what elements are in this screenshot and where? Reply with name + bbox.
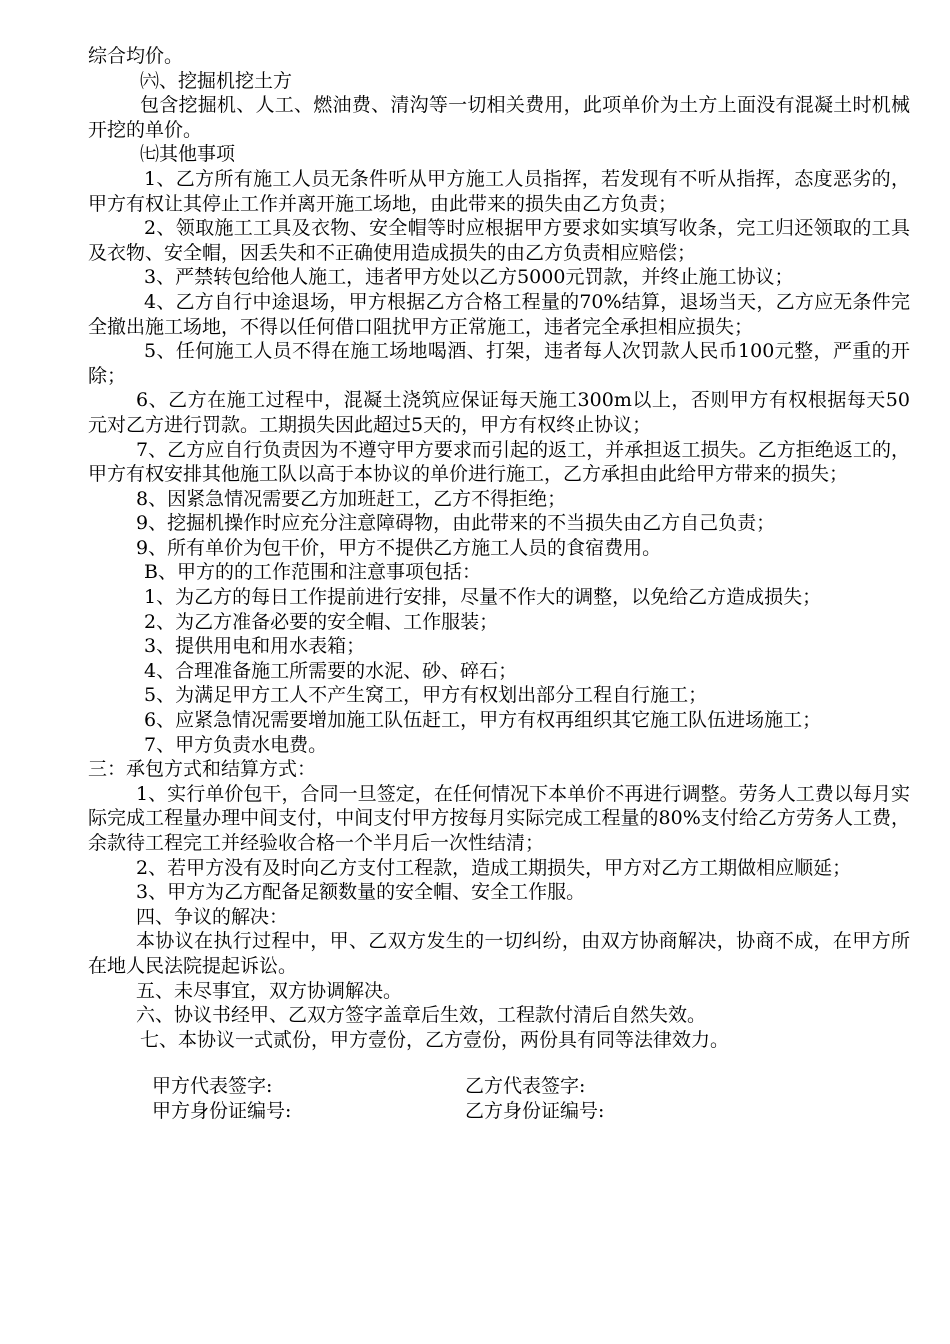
paragraph-27: 本协议在执行过程中，甲、乙双方发生的一切纠纷，由双方协商解决，协商不成，在甲方所在地人民法院提起诉讼。 — [88, 930, 910, 977]
paragraph-14: B、甲方的的工作范围和注意事项包括： — [144, 561, 481, 584]
paragraph-10: 7、乙方应自行负责因为不遵守甲方要求而引起的返工，并承担返工损失。乙方拒绝返工的，甲方有权安排其他施工队以高于本协议的单价进行施工，乙方承担由此给甲方带来的损失； — [88, 438, 910, 486]
paragraph-21: 7、甲方负责水电费。 — [144, 733, 328, 756]
paragraph-8: 5、任何施工人员不得在施工场地喝酒、打架，违者每人次罚款人民币100元整，严重的开除； — [88, 340, 910, 387]
paragraph-22: 三：承包方式和结算方式： — [88, 758, 317, 781]
party-a-id-label: 甲方身份证编号: — [152, 1100, 292, 1123]
party-a-rep-signature-label: 甲方代表签字: — [152, 1075, 273, 1098]
paragraph-2: 包含挖掘机、人工、燃油费、清沟等一切相关费用，此项单价为土方上面没有混凝土时机械开挖的单价。 — [88, 94, 910, 141]
paragraph-9: 6、乙方在施工过程中，混凝土浇筑应保证每天施工300m以上，否则甲方有权根据每天50元对乙方进行罚款。工期损失因此超过5天的，甲方有权终止协议； — [88, 389, 910, 436]
paragraph-24: 2、若甲方没有及时向乙方支付工程款，造成工期损失，甲方对乙方工期做相应顺延； — [136, 856, 852, 879]
paragraph-4: 1、乙方所有施工人员无条件听从甲方施工人员指挥，若发现有不听从指挥，态度恶劣的，甲方有权让其停止工作并离开施工场地，由此带来的损失由乙方负责； — [88, 167, 910, 215]
party-b-id-label: 乙方身份证编号: — [465, 1100, 605, 1123]
paragraph-6: 3、严禁转包给他人施工，违者甲方处以乙方5000元罚款，并终止施工协议； — [144, 266, 794, 289]
paragraph-5: 2、领取施工工具及衣物、安全帽等时应根据甲方要求如实填写收条，完工归还领取的工具及衣物、安全帽，因丢失和不正确使用造成损失的由乙方负责相应赔偿； — [88, 217, 910, 264]
paragraph-26: 四、争议的解决： — [136, 905, 289, 928]
paragraph-30: 七、本协议一式贰份，甲方壹份，乙方壹份，两份具有同等法律效力。 — [140, 1028, 730, 1051]
paragraph-7: 4、乙方自行中途退场，甲方根据乙方合格工程量的70%结算，退场当天，乙方应无条件完全撤出施工场地，不得以任何借口阻扰甲方正常施工，违者完全承担相应损失； — [88, 290, 910, 338]
paragraph-12: 9、挖掘机操作时应充分注意障碍物，由此带来的不当损失由乙方自己负责； — [136, 512, 776, 535]
paragraph-20: 6、应紧急情况需要增加施工队伍赶工，甲方有权再组织其它施工队伍进场施工； — [144, 709, 822, 732]
paragraph-11: 8、因紧急情况需要乙方加班赶工，乙方不得拒绝； — [136, 487, 567, 510]
paragraph-28: 五、未尽事宜，双方协调解决。 — [136, 979, 403, 1002]
paragraph-29: 六、协议书经甲、乙双方签字盖章后生效，工程款付清后自然失效。 — [136, 1004, 707, 1027]
paragraph-17: 3、提供用电和用水表箱； — [144, 635, 366, 658]
paragraph-16: 2、为乙方准备必要的安全帽、工作服装； — [144, 610, 499, 633]
paragraph-3: ㈦其他事项 — [140, 143, 236, 166]
signature-block — [88, 1074, 910, 1124]
paragraph-18: 4、合理准备施工所需要的水泥、砂、碎石； — [144, 659, 518, 682]
paragraph-0: 综合均价。 — [88, 45, 184, 67]
paragraph-25: 3、甲方为乙方配备足额数量的安全帽、安全工作服。 — [136, 881, 586, 904]
paragraph-15: 1、为乙方的每日工作提前进行安排，尽量不作大的调整，以免给乙方造成损失； — [144, 586, 822, 609]
paragraph-13: 9、所有单价为包干价，甲方不提供乙方施工人员的食宿费用。 — [136, 536, 662, 559]
paragraph-23: 1、实行单价包干，合同一旦签定，在任何情况下本单价不再进行调整。劳务人工费以每月实际完成工程量办理中间支付，中间支付甲方按每月实际完成工程量的80%支付给乙方劳务人工费，余款待工程完工并经验收合格一个半月后一次性结清； — [88, 782, 910, 854]
paragraph-19: 5、为满足甲方工人不产生窝工，甲方有权划出部分工程自行施工； — [144, 684, 708, 707]
party-b-rep-signature-label: 乙方代表签字: — [465, 1075, 586, 1098]
paragraph-1: ㈥、挖掘机挖土方 — [140, 69, 293, 92]
